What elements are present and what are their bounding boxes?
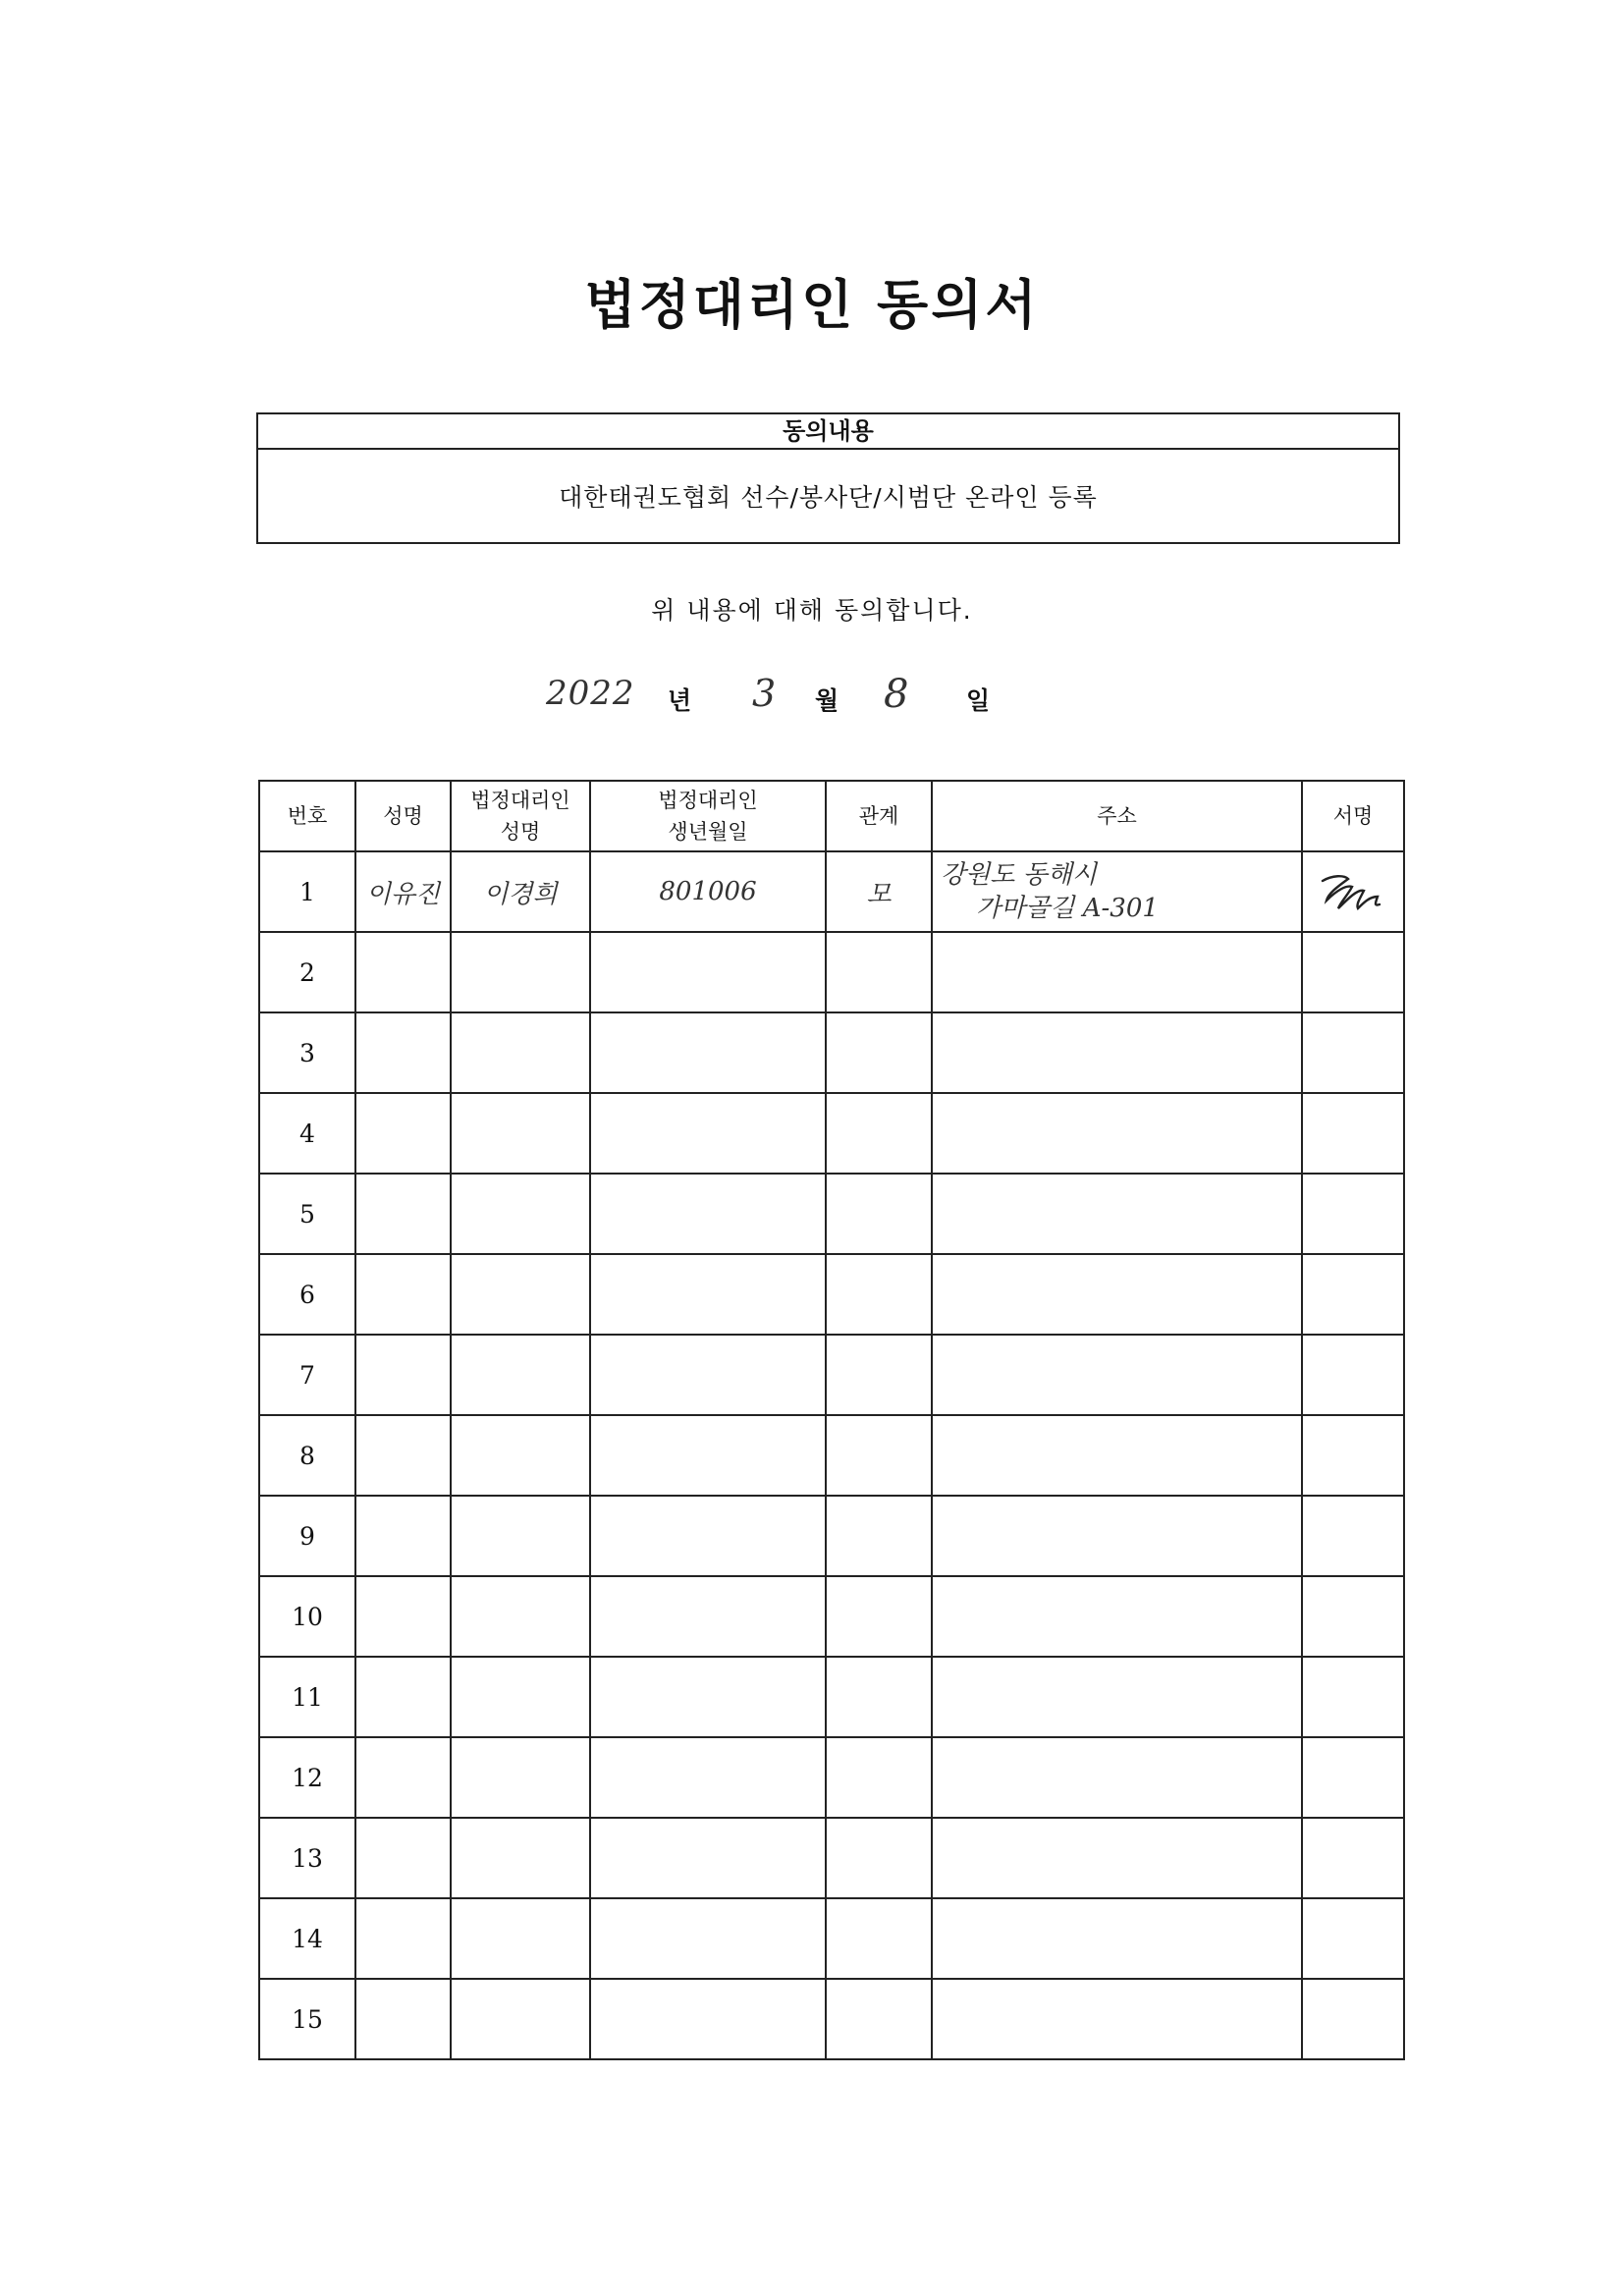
cell-relation <box>826 1335 932 1415</box>
cell-signature <box>1302 1737 1404 1818</box>
cell-guardian-birth <box>590 1254 826 1335</box>
cell-guardian-birth-handwriting: 801006 <box>659 877 757 906</box>
cell-guardian-name <box>451 1496 590 1576</box>
cell-relation-handwriting: 모 <box>866 879 892 909</box>
cell-address <box>932 1093 1302 1174</box>
cell-relation <box>826 1657 932 1737</box>
header-signature: 서명 <box>1302 781 1404 851</box>
cell-guardian-name <box>451 1254 590 1335</box>
cell-name <box>355 1012 451 1093</box>
cell-guardian-birth <box>590 1657 826 1737</box>
cell-no: 9 <box>259 1496 355 1576</box>
address-line1: 강원도 동해시 <box>941 860 1097 890</box>
table-row <box>259 1818 1404 1898</box>
table-row <box>259 1979 1404 2059</box>
cell-signature <box>1302 932 1404 1012</box>
cell-address <box>932 1657 1302 1737</box>
cell-no: 1 <box>259 851 355 932</box>
cell-no: 8 <box>259 1415 355 1496</box>
cell-name <box>355 1657 451 1737</box>
cell-signature <box>1302 1093 1404 1174</box>
cell-name <box>355 851 451 932</box>
cell-guardian-name <box>451 1576 590 1657</box>
header-guardian-name: 법정대리인 성명 <box>451 781 590 851</box>
cell-name <box>355 1576 451 1657</box>
cell-relation <box>826 1093 932 1174</box>
cell-relation <box>826 851 932 932</box>
table-row <box>259 1012 1404 1093</box>
cell-address <box>932 1496 1302 1576</box>
cell-name <box>355 1093 451 1174</box>
cell-guardian-name <box>451 1979 590 2059</box>
cell-guardian-name <box>451 1415 590 1496</box>
table-row <box>259 851 1404 932</box>
cell-name <box>355 1496 451 1576</box>
cell-guardian-birth <box>590 1093 826 1174</box>
cell-address <box>932 1818 1302 1898</box>
cell-guardian-name <box>451 1174 590 1254</box>
agreement-statement: 위 내용에 대해 동의합니다. <box>651 596 973 625</box>
cell-signature <box>1302 1818 1404 1898</box>
cell-guardian-name <box>451 851 590 932</box>
cell-relation <box>826 1576 932 1657</box>
cell-no: 4 <box>259 1093 355 1174</box>
cell-signature <box>1302 1174 1404 1254</box>
cell-name <box>355 932 451 1012</box>
cell-relation <box>826 1415 932 1496</box>
date-year-label: 년 <box>668 686 692 715</box>
cell-relation <box>826 1254 932 1335</box>
cell-name <box>355 1415 451 1496</box>
cell-no: 12 <box>259 1737 355 1818</box>
cell-relation <box>826 932 932 1012</box>
cell-guardian-name <box>451 1335 590 1415</box>
cell-no: 14 <box>259 1898 355 1979</box>
table-row <box>259 1496 1404 1576</box>
cell-guardian-name <box>451 1657 590 1737</box>
cell-guardian-birth <box>590 1496 826 1576</box>
cell-name <box>355 1898 451 1979</box>
header-relation: 관계 <box>826 781 932 851</box>
cell-address <box>932 1174 1302 1254</box>
header-no: 번호 <box>259 781 355 851</box>
cell-no: 5 <box>259 1174 355 1254</box>
consent-content: 대한태권도협회 선수/봉사단/시범단 온라인 등록 <box>559 483 1098 512</box>
consent-header: 동의내용 <box>258 414 1398 450</box>
cell-guardian-name <box>451 1898 590 1979</box>
cell-guardian-birth <box>590 1737 826 1818</box>
cell-guardian-name <box>451 1012 590 1093</box>
date-day-label: 일 <box>966 686 991 715</box>
cell-signature <box>1302 851 1404 932</box>
cell-signature <box>1302 1576 1404 1657</box>
cell-guardian-birth <box>590 932 826 1012</box>
date-year-value: 2022 <box>546 674 635 713</box>
header-name: 성명 <box>355 781 451 851</box>
cell-no: 7 <box>259 1335 355 1415</box>
handwritten-signature <box>1319 867 1387 916</box>
cell-relation <box>826 1012 932 1093</box>
cell-guardian-birth <box>590 1979 826 2059</box>
cell-guardian-birth <box>590 1415 826 1496</box>
cell-signature <box>1302 1012 1404 1093</box>
cell-relation <box>826 1818 932 1898</box>
cell-signature <box>1302 1335 1404 1415</box>
cell-relation <box>826 1979 932 2059</box>
header-address: 주소 <box>932 781 1302 851</box>
cell-address <box>932 1737 1302 1818</box>
cell-name <box>355 1335 451 1415</box>
cell-signature <box>1302 1254 1404 1335</box>
cell-address <box>932 1898 1302 1979</box>
cell-name <box>355 1818 451 1898</box>
cell-relation <box>826 1496 932 1576</box>
cell-relation <box>826 1174 932 1254</box>
cell-relation <box>826 1737 932 1818</box>
cell-no: 6 <box>259 1254 355 1335</box>
date-day-value: 8 <box>884 672 909 717</box>
cell-signature <box>1302 1979 1404 2059</box>
cell-no: 13 <box>259 1818 355 1898</box>
cell-guardian-birth <box>590 1012 826 1093</box>
cell-address <box>932 1979 1302 2059</box>
cell-guardian-birth <box>590 851 826 932</box>
table-row <box>259 1737 1404 1818</box>
cell-address <box>932 1335 1302 1415</box>
cell-address <box>932 1576 1302 1657</box>
document-title: 법정대리인 동의서 <box>584 274 1040 336</box>
address-line2: 가마골길 A-301 <box>976 894 1159 923</box>
cell-relation <box>826 1898 932 1979</box>
registration-table <box>258 780 1405 2060</box>
table-row <box>259 1898 1404 1979</box>
table-row <box>259 1576 1404 1657</box>
cell-name <box>355 1737 451 1818</box>
cell-address <box>932 1254 1302 1335</box>
cell-guardian-birth <box>590 1174 826 1254</box>
cell-signature <box>1302 1898 1404 1979</box>
date-month-value: 3 <box>752 672 777 715</box>
cell-no: 10 <box>259 1576 355 1657</box>
table-row <box>259 932 1404 1012</box>
cell-guardian-birth <box>590 1576 826 1657</box>
cell-guardian-name <box>451 1818 590 1898</box>
table-row <box>259 1335 1404 1415</box>
table-row <box>259 1174 1404 1254</box>
cell-name <box>355 1174 451 1254</box>
header-guardian-birth: 법정대리인 생년월일 <box>590 781 826 851</box>
cell-address <box>932 932 1302 1012</box>
cell-guardian-birth <box>590 1335 826 1415</box>
cell-guardian-name <box>451 1093 590 1174</box>
cell-no: 3 <box>259 1012 355 1093</box>
cell-signature <box>1302 1415 1404 1496</box>
table-row <box>259 1415 1404 1496</box>
table-header-row <box>259 781 1404 851</box>
cell-name-handwriting: 이유진 <box>365 879 441 909</box>
cell-address <box>932 1012 1302 1093</box>
cell-no: 2 <box>259 932 355 1012</box>
cell-address <box>932 851 1302 932</box>
cell-guardian-birth <box>590 1818 826 1898</box>
cell-address <box>932 1415 1302 1496</box>
cell-no: 15 <box>259 1979 355 2059</box>
consent-box <box>256 412 1400 544</box>
cell-no: 11 <box>259 1657 355 1737</box>
cell-guardian-birth <box>590 1898 826 1979</box>
cell-name <box>355 1254 451 1335</box>
cell-name <box>355 1979 451 2059</box>
table-row <box>259 1093 1404 1174</box>
cell-guardian-name <box>451 1737 590 1818</box>
table-row <box>259 1657 1404 1737</box>
date-month-label: 월 <box>815 686 839 715</box>
cell-signature <box>1302 1496 1404 1576</box>
cell-signature <box>1302 1657 1404 1737</box>
cell-guardian-name <box>451 932 590 1012</box>
cell-guardian-name-handwriting: 이경희 <box>483 879 558 909</box>
table-row <box>259 1254 1404 1335</box>
